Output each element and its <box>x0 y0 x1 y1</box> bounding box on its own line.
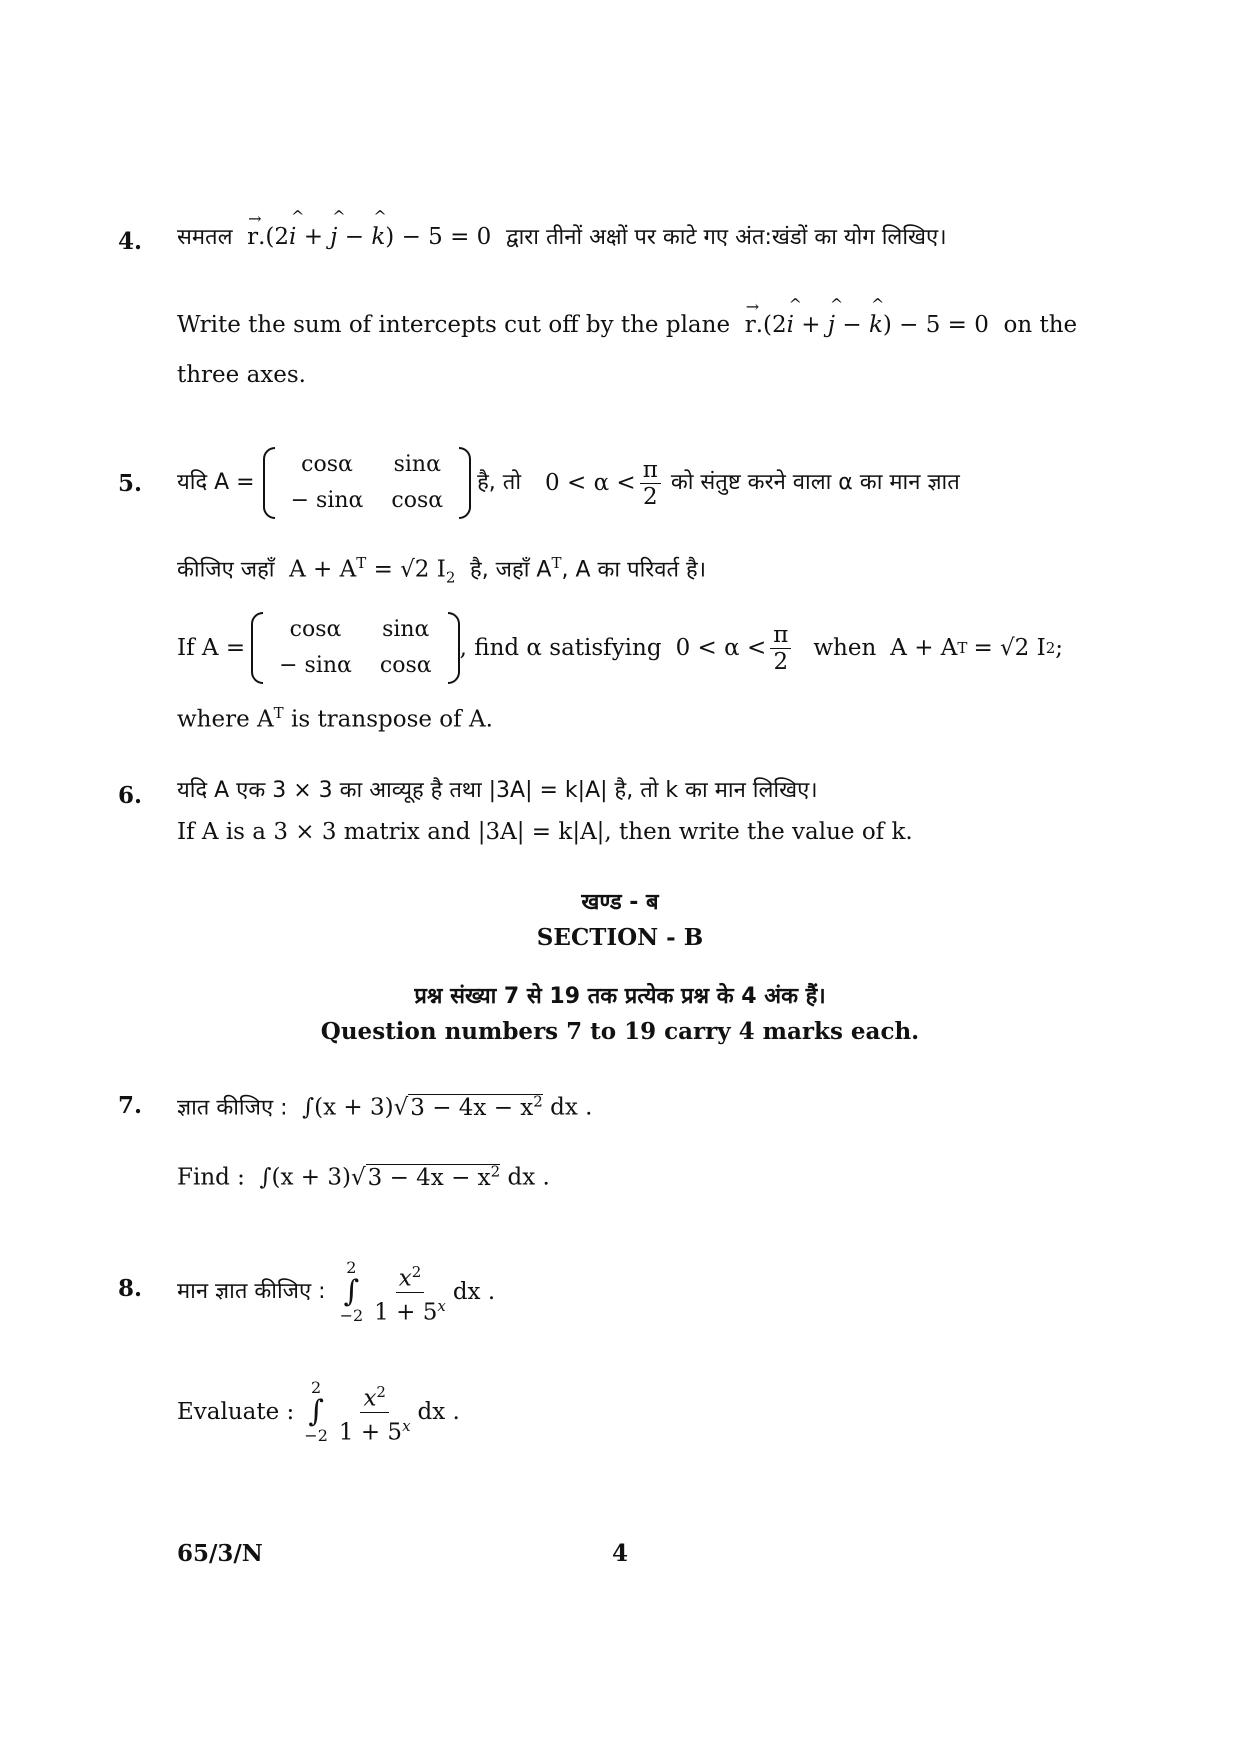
q5-en-mid: , find α satisfying <box>459 635 662 661</box>
question-4-number: 4. <box>118 228 143 255</box>
q4-hindi-prefix: समतल <box>177 225 233 250</box>
q5-en-eq-lhs: A + A <box>890 635 958 661</box>
q5-hi-line2-b: है, जहाँ A <box>470 557 552 583</box>
identity-sub: 2 <box>445 568 456 587</box>
matrix-cell: sinα <box>393 452 441 477</box>
matrix-cell: cosα <box>301 452 353 477</box>
q7-en-dx: dx . <box>500 1164 550 1191</box>
matrix-a <box>263 447 472 519</box>
q7-en-radicand: $3 - 4x - x^2$ <box>367 1162 501 1191</box>
definite-integral <box>340 1259 364 1325</box>
matrix-cell: cosα <box>391 488 444 513</box>
question-4-hindi <box>177 207 947 253</box>
question-7-number: 7. <box>118 1092 143 1119</box>
q7-en-integrand: ∫(x + 3) <box>259 1164 351 1191</box>
q5-en-when: when <box>813 635 877 661</box>
q7-dx: dx . <box>542 1094 593 1121</box>
q5-en-condition: 0 < α < <box>675 635 767 661</box>
q8-fraction: $\frac{x^2}{1 + 5^x}$ <box>371 1259 449 1325</box>
unit-j-en: ^ j <box>827 295 844 338</box>
pi-over-2-en: $\frac{\pi}{2}$ <box>770 622 791 675</box>
question-5-number: 5. <box>118 470 143 497</box>
q5-en-semicolon: ; <box>1055 635 1064 661</box>
question-7-english <box>177 1156 550 1193</box>
question-5-hindi-line2 <box>177 548 706 592</box>
question-6-hindi: यदि A एक 3 × 3 का आव्यूह है तथा |3A| = k|A| है, तो k का मान लिखिए। <box>177 778 818 803</box>
q8-hindi-prefix: मान ज्ञात कीजिए : <box>177 1279 326 1304</box>
section-note-hindi: प्रश्न संख्या 7 से 19 तक प्रत्येक प्रश्न के 4 अंक हैं। <box>414 984 826 1009</box>
transpose-sup: T <box>356 554 367 572</box>
q4-eq-b: ) − 5 = 0 <box>385 224 492 250</box>
matrix-cell: sinα <box>382 617 430 642</box>
q8-dx: dx . <box>452 1279 496 1305</box>
upper-limit: 2 <box>346 1258 357 1277</box>
plus: + <box>303 224 323 250</box>
question-8-english <box>177 1372 460 1452</box>
matrix-cell: cosα <box>289 617 342 642</box>
unit-k-en: ^ k <box>868 295 885 338</box>
transpose-sup: T <box>273 704 284 722</box>
q7-en-prefix: Find : <box>177 1164 245 1191</box>
q5-en-prefix: If A = <box>177 635 246 661</box>
q5-hindi-prefix: यदि A = <box>177 470 255 495</box>
question-5-english-line2 <box>177 698 493 735</box>
q4-en-eq-b: ) − 5 = 0 <box>882 312 989 338</box>
question-5-hindi <box>177 443 960 523</box>
q5-eq-rhs: = √2 I <box>373 556 446 583</box>
q5-hindi-suffix: को संतुष्ट करने वाला α का मान ज्ञात <box>670 470 960 495</box>
page-number: 4 <box>612 1540 629 1567</box>
sqrt-symbol: √ <box>350 1164 366 1191</box>
unit-i-en: ^ i <box>786 295 803 338</box>
vector-r-en: → r <box>744 297 760 338</box>
q7-hindi-prefix: ज्ञात कीजिए : <box>177 1095 288 1121</box>
plus-en: + <box>801 312 821 338</box>
matrix-a-en <box>251 612 460 684</box>
q5-hindi-mid: है, तो <box>477 470 522 495</box>
q4-eq-a: .(2 <box>258 224 290 250</box>
sqrt-symbol: √ <box>393 1094 409 1121</box>
matrix-cell: cosα <box>379 653 432 678</box>
unit-i: ^ i <box>289 207 305 250</box>
q5-en-line2-b: is transpose of A. <box>283 706 493 733</box>
q5-en-eq-rhs: = √2 I <box>973 635 1046 661</box>
question-8-hindi <box>177 1252 495 1332</box>
section-title-english: SECTION - B <box>536 924 704 951</box>
question-7-hindi <box>177 1086 592 1124</box>
question-6-english: If A is a 3 × 3 matrix and |3A| = k|A|, then write the value of k. <box>177 819 913 845</box>
transpose-sup: T <box>551 554 562 572</box>
section-title-hindi: खण्ड - ब <box>581 890 659 915</box>
upper-limit: 2 <box>311 1378 322 1397</box>
identity-sub: 2 <box>1045 639 1056 657</box>
unit-k: ^ k <box>371 207 387 250</box>
question-8-number: 8. <box>118 1275 143 1302</box>
question-6-number: 6. <box>118 782 143 809</box>
question-5-english <box>177 608 1063 688</box>
q5-en-line2-a: where A <box>177 706 274 733</box>
q8-en-prefix: Evaluate : <box>177 1399 295 1425</box>
transpose-sup: T <box>957 639 968 657</box>
q4-en-suffix: on the <box>1003 312 1078 338</box>
question-4-english <box>177 295 1078 340</box>
q4-en-eq-a: .(2 <box>755 312 787 338</box>
q5-eq-lhs: A + A <box>289 556 357 583</box>
q7-radicand: $3 - 4x - x^2$ <box>410 1092 543 1121</box>
q8-en-dx: dx . <box>417 1399 460 1425</box>
lower-limit: −2 <box>339 1306 364 1325</box>
section-note-english: Question numbers 7 to 19 carry 4 marks each. <box>320 1018 920 1045</box>
q5-hi-line2-c: , A का परिवर्त है। <box>561 557 707 583</box>
minus-en: − <box>842 312 862 338</box>
integral-symbol: ∫ <box>308 1394 324 1429</box>
lower-limit: −2 <box>304 1426 328 1445</box>
q4-hindi-suffix: द्वारा तीनों अक्षों पर काटे गए अंत:खंडों का योग लिखिए। <box>505 225 947 250</box>
definite-integral-en <box>304 1379 328 1445</box>
q7-integrand: ∫(x + 3) <box>302 1094 394 1121</box>
q4-en-prefix: Write the sum of intercepts cut off by the plane <box>177 312 731 338</box>
paper-code: 65/3/N <box>177 1540 263 1567</box>
matrix-cell: − sinα <box>290 488 364 513</box>
integral-symbol: ∫ <box>343 1274 360 1309</box>
unit-j: ^ j <box>330 207 346 250</box>
q5-condition: 0 < α < <box>545 470 636 496</box>
q5-hi-line2-a: कीजिए जहाँ <box>177 557 275 583</box>
minus: − <box>344 224 365 250</box>
question-4-english-line2: three axes. <box>177 362 306 388</box>
q8-en-fraction: $\frac{x^2}{1 + 5^x}$ <box>336 1379 414 1445</box>
matrix-cell: − sinα <box>279 653 352 678</box>
pi-over-2: $\frac{\pi}{2}$ <box>640 457 661 510</box>
vector-r: → r <box>247 209 262 250</box>
